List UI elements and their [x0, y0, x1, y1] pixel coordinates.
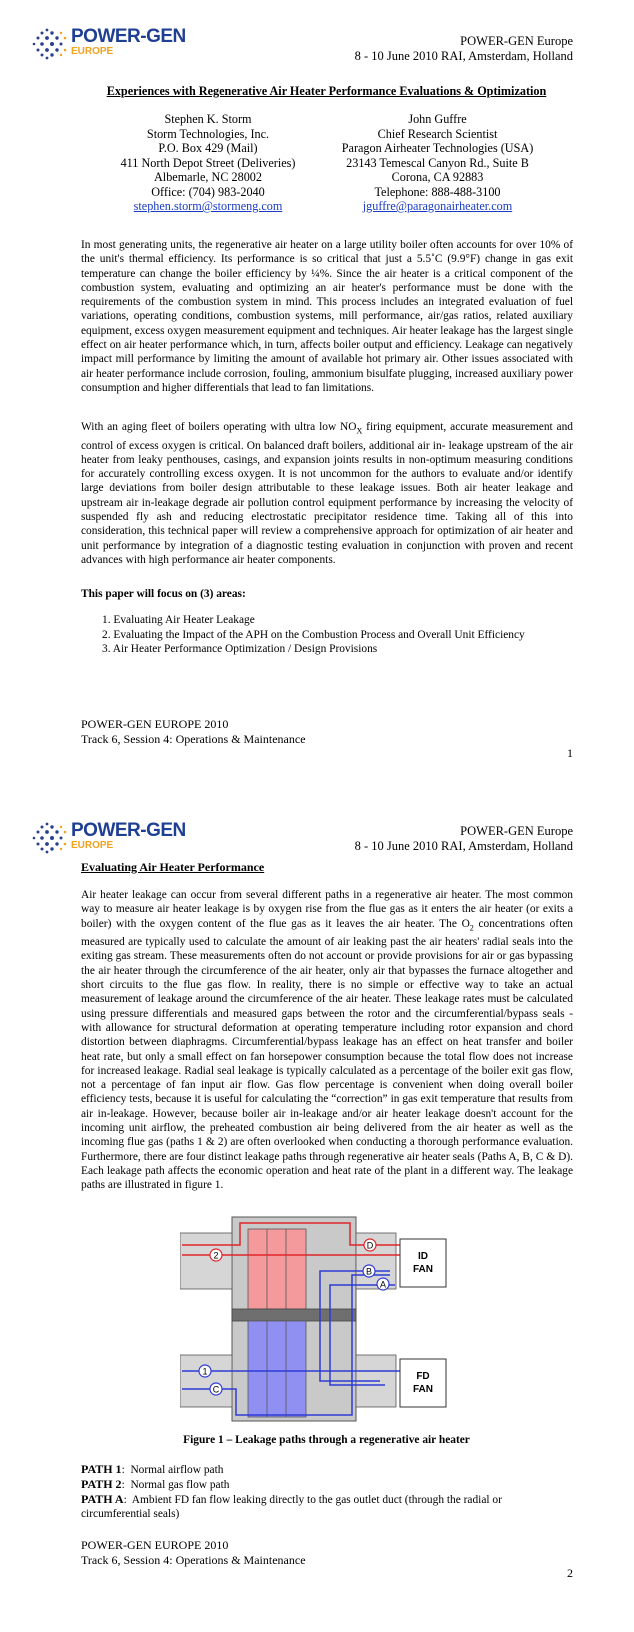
sector-plate — [232, 1309, 356, 1321]
author-2-org: Paragon Airheater Technologies (USA) — [341, 141, 534, 155]
author-2-phone: Telephone: 888-488-3100 — [374, 184, 501, 199]
footer-track: Track 6, Session 4: Operations & Maintenance — [81, 1552, 306, 1567]
path-text: Ambient FD fan flow leaking directly to the gas outlet duct (through the radial or circumferential seals) — [81, 1494, 502, 1521]
nox-subscript: X — [356, 426, 363, 436]
conference-header — [355, 824, 573, 854]
page-number-1: 1 — [567, 746, 573, 760]
logo-subtext: EUROPE — [71, 46, 114, 57]
list-item: 2. Evaluating the Impact of the APH on the Combustion Process and Overall Unit Efficiency — [102, 628, 525, 641]
focus-list — [102, 613, 525, 657]
svg-text:D: D — [366, 1240, 374, 1251]
conference-dates: 8 - 10 June 2010 RAI, Amsterdam, Holland — [354, 49, 573, 63]
page-2-footer — [81, 1538, 306, 1567]
svg-text:B: B — [365, 1266, 373, 1277]
label-2 — [210, 1249, 222, 1261]
second-paragraph — [81, 420, 573, 567]
paper-title: Experiences with Regenerative Air Heater Performance Evaluations & Optimization — [106, 84, 547, 98]
conference-header — [355, 34, 573, 64]
focus-heading: This paper will focus on (3) areas: — [81, 588, 246, 600]
author-1-addr1: P.O. Box 429 (Mail) — [158, 141, 258, 155]
author-2-role: Chief Research Scientist — [377, 126, 498, 141]
author-1-name: Stephen K. Storm — [164, 112, 252, 126]
path-label: PATH 2 — [81, 1477, 122, 1491]
page2-para-pre: Air heater leakage can occur from several different paths in a regenerative air heater. The most common way to measure air heater leakage is by oxygen rise from the flue gas as it enters the air heater (or exits a boiler) with the oxygen content of the flue gas as it leaves the air heater. The O — [81, 889, 573, 930]
svg-text:C: C — [212, 1384, 220, 1395]
svg-text:1: 1 — [202, 1366, 208, 1377]
label-1 — [199, 1365, 211, 1377]
list-item: 1. Evaluating Air Heater Leakage — [102, 614, 255, 626]
list-item: 3. Air Heater Performance Optimization / Design Provisions — [102, 643, 378, 655]
svg-text:A: A — [379, 1279, 387, 1290]
gas-inlet-duct — [180, 1233, 232, 1289]
author-2-block — [320, 112, 555, 214]
section-heading: Evaluating Air Heater Performance — [81, 860, 265, 874]
svg-text:FD: FD — [416, 1371, 430, 1382]
gas-outlet-duct — [356, 1233, 396, 1289]
footer-conference: POWER-GEN EUROPE 2010 — [81, 1538, 229, 1552]
author-1-phone: Office: (704) 983-2040 — [151, 184, 265, 199]
page2-para-post: concentrations often measured are typically used to calculate the amount of air leaking past the air heaters' radial seals into the exiting gas stream. These measurements often do not account or provide provisions for air or gas bypassing the air heater through the circumference of the air heater, only air that bypasses the furnace altogether and short circuits to the flue gas flow. In reality, there is no simple or effective way to take an actual measurement of leakage around the circumference of the air heater. These leakage rates must be calculated using pressure differentials and measured gaps between the rotor and the circumferential/bypass seals - with allowance for structural deformation at operating temperature including rotor expansion and chord distortion between diaphragms. Circumferential/bypass leakage has an effect on heat transfer and boiler heat rate, but only a small effect on fan horsepower consumption because the total flow does not increase for increased leakage. Radial seal leakage is typically calculated as a percentage of the boiler exit gas flow, not a percentage of fan input air flow. Gas flow percentage is convenient when doing overall boiler efficiency tests, because it is useful for calculating the “correction” in gas exit temperature that results from air in-leakage. However, because boiler air in-leakage and/or air heater leakage doesn't account for the incoming unit airflow, the preheated combustion air being delivered from the air heater as well as the incoming flue gas (paths 1 & 2) are often overlooked when conducting a thorough performance evaluation. Furthermore, there are four distinct leakage paths through regenerative air heater seals (Paths A, B, C & D). Each leakage path affects the economic operation and heat rate of the plant in a different way. The leakage paths are illustrated in figure 1. — [81, 917, 573, 1192]
path-text: Normal gas flow path — [130, 1479, 230, 1491]
rotor-gas-side — [248, 1229, 306, 1309]
author-2-email-link[interactable]: jguffre@paragonairheater.com — [362, 199, 513, 213]
page2-paragraph — [81, 888, 573, 1193]
path-label: PATH 1 — [81, 1462, 122, 1476]
intro-paragraph: In most generating units, the regenerative air heater on a large utility boiler often accounts for over 10% of the unit's thermal efficiency. Its performance is so critical that just a 5.5˚C (9.9°F) change in gas exit temperature can change the boiler efficiency by ¼%. Since the air heater is a critical component of the combustion system, evaluating and optimizing an air heater's performance must be done with the requirements of the combustion system in mind. This process includes an integrated evaluation of fuel variations, operating conditions, combustion systems, mill performance, air/gas ratios, related auxiliary equipment, excess oxygen measurement equipment and techniques. Air heater leakage has the largest single effect on air heater performance which, in turn, affects boiler output and efficiency. Leakage can negatively impact mill performance by limiting the amount of available hot primary air. Other issues associated with air heater performance include corrosion, fouling, ammonium bisulfate plugging, increased auxiliary power consumption and higher differentials that lead to fan limitations. — [81, 239, 573, 394]
author-1-city: Albemarle, NC 28002 — [154, 170, 262, 184]
power-gen-logo — [28, 24, 203, 64]
footer-conference: POWER-GEN EUROPE 2010 — [81, 717, 229, 731]
footer-track: Track 6, Session 4: Operations & Maintenance — [81, 731, 306, 746]
conference-name: POWER-GEN Europe — [460, 34, 573, 48]
path-1-description: PATH 1: Normal airflow path — [81, 1462, 224, 1476]
page-2 — [0, 820, 634, 1632]
o2-subscript: 2 — [469, 922, 474, 932]
svg-text:ID: ID — [418, 1251, 428, 1262]
para2-pre: With an aging fleet of boilers operating with ultra low NO — [81, 421, 357, 433]
id-fan-box — [400, 1239, 446, 1287]
author-1-addr2: 411 North Depot Street (Deliveries) — [120, 155, 296, 170]
conference-dates: 8 - 10 June 2010 RAI, Amsterdam, Holland — [354, 839, 573, 853]
rotor-air-side — [248, 1321, 306, 1417]
author-2-addr1: 23143 Temescal Canyon Rd., Suite B — [346, 155, 529, 170]
author-2-city: Corona, CA 92883 — [391, 170, 484, 184]
power-gen-logo — [28, 818, 203, 858]
author-1-block — [93, 112, 323, 214]
author-2-name: John Guffre — [408, 112, 467, 126]
page-1-footer — [81, 717, 306, 746]
path-text: Normal airflow path — [130, 1464, 224, 1476]
path-label: PATH A — [81, 1492, 124, 1506]
label-c — [210, 1383, 222, 1395]
svg-text:2: 2 — [213, 1250, 219, 1261]
leakage-paths-figure — [180, 1215, 450, 1425]
para2-post: firing equipment, accurate measurement and control of excess oxygen is critical. On balanced draft boilers, additional air in- leakage upstream of the air heater from leaky penthouses, casings, and expansion joints results in non-optimum measuring conditions for accurately controlling excess oxygen. It is not uncommon for the authors to evaluate and/or identify large deviations from boiler design attributable to these leakage issues. Both air heater leakage and upstream air in-leakage degrade air pollution control equipment performance by increasing the velocity of suspended fly ash and reducing electrostatic precipitator residence time. Taking all of this into consideration, this technical paper will review a comprehensive approach for optimization of air heater and unit performance by integration of a diagnostic testing evaluation in conjunction with proven and recent advances with high performance air heater components. — [81, 421, 573, 566]
label-d — [364, 1239, 376, 1251]
logo-subtext: EUROPE — [71, 840, 114, 851]
conference-name: POWER-GEN Europe — [460, 824, 573, 838]
label-b — [363, 1265, 375, 1277]
label-a — [377, 1278, 389, 1290]
logo-text: POWER-GEN — [71, 820, 186, 841]
air-outlet-duct — [180, 1355, 232, 1407]
author-1-org: Storm Technologies, Inc. — [146, 126, 270, 141]
author-1-email-link[interactable]: stephen.storm@stormeng.com — [133, 199, 283, 213]
path-a-description: PATH A: Ambient FD fan flow leaking directly to the gas outlet duct (through the radial or circumferential seals) — [81, 1492, 502, 1521]
logo-text: POWER-GEN — [71, 26, 186, 47]
page-number-2: 2 — [567, 1566, 573, 1580]
fd-fan-box — [400, 1359, 446, 1407]
path-2-description: PATH 2: Normal gas flow path — [81, 1477, 230, 1491]
svg-text:FAN: FAN — [413, 1384, 433, 1395]
svg-text:FAN: FAN — [413, 1264, 433, 1275]
figure-caption: Figure 1 – Leakage paths through a regenerative air heater — [183, 1434, 470, 1446]
